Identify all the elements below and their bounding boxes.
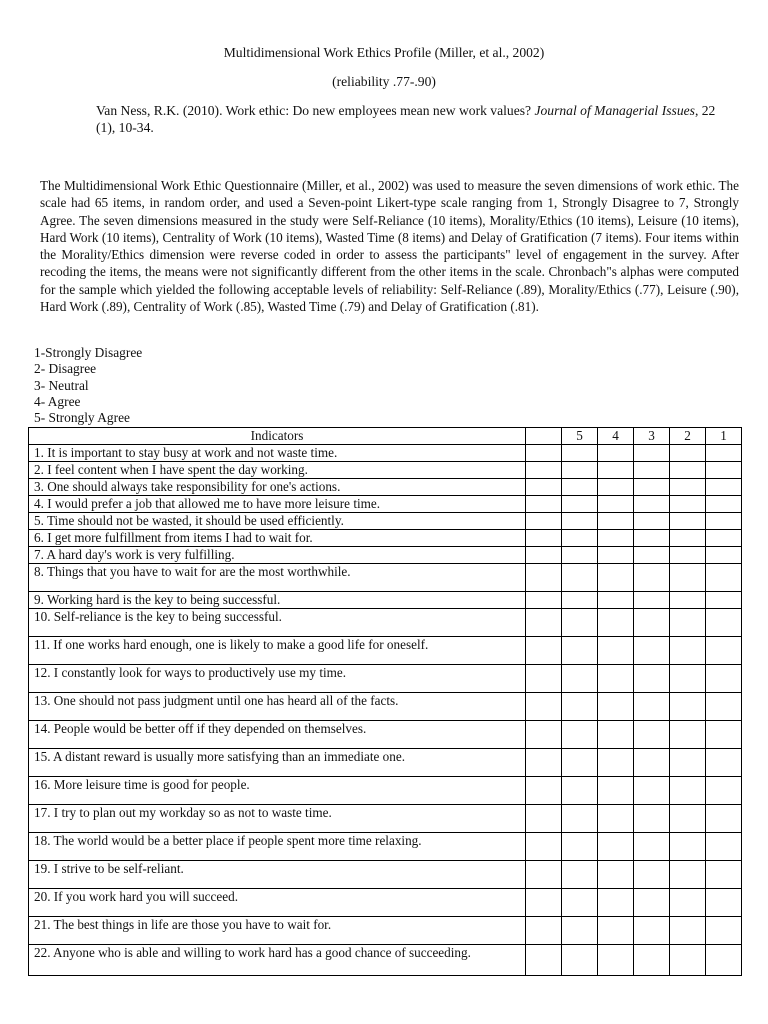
rating-cell-4[interactable] bbox=[598, 462, 634, 479]
table-row bbox=[29, 445, 742, 462]
table-row bbox=[29, 637, 742, 665]
scale-legend-item: 3- Neutral bbox=[34, 377, 89, 393]
table-row bbox=[29, 564, 742, 592]
rating-cell-2[interactable] bbox=[670, 592, 706, 609]
indicator-text: 2. I feel content when I have spent the day working. bbox=[29, 462, 526, 479]
rating-cell-3[interactable] bbox=[634, 749, 670, 777]
rating-cell-1[interactable] bbox=[706, 805, 742, 833]
rating-cell-5[interactable] bbox=[562, 462, 598, 479]
rating-cell-1[interactable] bbox=[706, 749, 742, 777]
rating-cell-4[interactable] bbox=[598, 479, 634, 496]
indicator-text: 5. Time should not be wasted, it should be used efficiently. bbox=[29, 513, 526, 530]
rating-cell-3[interactable] bbox=[634, 917, 670, 945]
table-row bbox=[29, 805, 742, 833]
header-rating-5: 5 bbox=[562, 428, 598, 445]
rating-cell-4[interactable] bbox=[598, 496, 634, 513]
rating-cell-5[interactable] bbox=[562, 609, 598, 637]
indicator-text: 14. People would be better off if they depended on themselves. bbox=[29, 721, 526, 749]
blank-cell bbox=[526, 513, 562, 530]
rating-cell-3[interactable] bbox=[634, 496, 670, 513]
rating-cell-1[interactable] bbox=[706, 530, 742, 547]
rating-cell-1[interactable] bbox=[706, 513, 742, 530]
rating-cell-3[interactable] bbox=[634, 833, 670, 861]
blank-cell bbox=[526, 945, 562, 976]
table-row bbox=[29, 749, 742, 777]
rating-cell-2[interactable] bbox=[670, 945, 706, 976]
rating-cell-1[interactable] bbox=[706, 917, 742, 945]
blank-cell bbox=[526, 805, 562, 833]
rating-cell-1[interactable] bbox=[706, 665, 742, 693]
rating-cell-2[interactable] bbox=[670, 462, 706, 479]
rating-cell-1[interactable] bbox=[706, 609, 742, 637]
table-row bbox=[29, 513, 742, 530]
rating-cell-3[interactable] bbox=[634, 637, 670, 665]
rating-cell-1[interactable] bbox=[706, 592, 742, 609]
rating-cell-4[interactable] bbox=[598, 861, 634, 889]
blank-cell bbox=[526, 564, 562, 592]
rating-cell-5[interactable] bbox=[562, 861, 598, 889]
rating-cell-5[interactable] bbox=[562, 513, 598, 530]
rating-cell-3[interactable] bbox=[634, 445, 670, 462]
rating-cell-5[interactable] bbox=[562, 749, 598, 777]
blank-cell bbox=[526, 665, 562, 693]
blank-cell bbox=[526, 530, 562, 547]
citation-text-before: Van Ness, R.K. (2010). Work ethic: Do new employees mean new work values? bbox=[96, 103, 535, 118]
indicator-text: 22. Anyone who is able and willing to work hard has a good chance of succeeding. bbox=[29, 945, 526, 976]
indicator-text: 17. I try to plan out my workday so as not to waste time. bbox=[29, 805, 526, 833]
blank-cell bbox=[526, 861, 562, 889]
rating-cell-4[interactable] bbox=[598, 721, 634, 749]
rating-cell-1[interactable] bbox=[706, 861, 742, 889]
rating-cell-5[interactable] bbox=[562, 564, 598, 592]
indicator-text: 8. Things that you have to wait for are the most worthwhile. bbox=[29, 564, 526, 592]
rating-cell-4[interactable] bbox=[598, 833, 634, 861]
blank-cell bbox=[526, 833, 562, 861]
rating-cell-5[interactable] bbox=[562, 445, 598, 462]
rating-cell-2[interactable] bbox=[670, 749, 706, 777]
blank-cell bbox=[526, 777, 562, 805]
rating-cell-3[interactable] bbox=[634, 693, 670, 721]
blank-cell bbox=[526, 637, 562, 665]
table-row bbox=[29, 833, 742, 861]
indicator-text: 18. The world would be a better place if people spent more time relaxing. bbox=[29, 833, 526, 861]
rating-cell-2[interactable] bbox=[670, 496, 706, 513]
blank-cell bbox=[526, 609, 562, 637]
rating-cell-4[interactable] bbox=[598, 513, 634, 530]
rating-cell-4[interactable] bbox=[598, 445, 634, 462]
scale-legend-item: 5- Strongly Agree bbox=[34, 410, 130, 426]
rating-cell-5[interactable] bbox=[562, 777, 598, 805]
table-row bbox=[29, 665, 742, 693]
rating-cell-2[interactable] bbox=[670, 665, 706, 693]
rating-cell-3[interactable] bbox=[634, 721, 670, 749]
table-row bbox=[29, 721, 742, 749]
description-paragraph: The Multidimensional Work Ethic Questionnaire (Miller, et al., 2002) was used to measure the seven dimensions of work ethic. The scale had 65 items, in random order, and used a Seven-point Likert-type scale ranging from 1, Strongly Disagree to 7, Strongly Agree. The seven dimensions measured in the study were Self-Reliance (10 items), Morality/Ethics (10 items), Leisure (10 items), Hard Work (10 items), Centrality of Work (10 items), Wasted Time (8 items) and Delay of Gratification (7 items). Four items within the Morality/Ethics dimension were reverse coded in order to assess the participants" level of engagement in the survey. After recoding the items, the means were not significantly different from the other items in the scale. Chronbach"s alphas were computed for the sample which yielded the following acceptable levels of reliability: Self-Reliance (.89), Morality/Ethics (.77), Leisure (.90), Hard Work (.89), Centrality of Work (.85), Wasted Time (.79) and Delay of Gratification (.81). bbox=[40, 178, 739, 315]
blank-cell bbox=[526, 547, 562, 564]
header-rating-3: 3 bbox=[634, 428, 670, 445]
rating-cell-2[interactable] bbox=[670, 479, 706, 496]
rating-cell-5[interactable] bbox=[562, 721, 598, 749]
rating-cell-2[interactable] bbox=[670, 805, 706, 833]
rating-cell-1[interactable] bbox=[706, 777, 742, 805]
header-rating-4: 4 bbox=[598, 428, 634, 445]
rating-cell-3[interactable] bbox=[634, 462, 670, 479]
rating-cell-2[interactable] bbox=[670, 513, 706, 530]
table-row bbox=[29, 917, 742, 945]
rating-cell-4[interactable] bbox=[598, 945, 634, 976]
rating-cell-5[interactable] bbox=[562, 945, 598, 976]
scale-legend-item: 1-Strongly Disagree bbox=[34, 345, 143, 360]
table-row bbox=[29, 889, 742, 917]
table-row bbox=[29, 609, 742, 637]
rating-cell-1[interactable] bbox=[706, 462, 742, 479]
rating-cell-1[interactable] bbox=[706, 637, 742, 665]
rating-cell-1[interactable] bbox=[706, 445, 742, 462]
table-row bbox=[29, 592, 742, 609]
scale-legend-item: 4- Agree bbox=[34, 393, 81, 409]
rating-cell-3[interactable] bbox=[634, 479, 670, 496]
rating-cell-1[interactable] bbox=[706, 693, 742, 721]
rating-cell-5[interactable] bbox=[562, 496, 598, 513]
rating-cell-4[interactable] bbox=[598, 889, 634, 917]
rating-cell-5[interactable] bbox=[562, 917, 598, 945]
indicator-text: 10. Self-reliance is the key to being successful. bbox=[29, 609, 526, 637]
rating-cell-1[interactable] bbox=[706, 721, 742, 749]
blank-cell bbox=[526, 479, 562, 496]
rating-cell-5[interactable] bbox=[562, 833, 598, 861]
scale-legend-item: 2- Disagree bbox=[34, 361, 97, 377]
rating-cell-2[interactable] bbox=[670, 445, 706, 462]
rating-cell-1[interactable] bbox=[706, 496, 742, 513]
survey-table bbox=[28, 427, 742, 976]
rating-cell-3[interactable] bbox=[634, 592, 670, 609]
blank-cell bbox=[526, 749, 562, 777]
indicator-text: 3. One should always take responsibility for one's actions. bbox=[29, 479, 526, 496]
indicator-text: 12. I constantly look for ways to productively use my time. bbox=[29, 665, 526, 693]
indicator-text: 9. Working hard is the key to being successful. bbox=[29, 592, 526, 609]
rating-cell-4[interactable] bbox=[598, 917, 634, 945]
rating-cell-4[interactable] bbox=[598, 637, 634, 665]
rating-cell-5[interactable] bbox=[562, 547, 598, 564]
scale-legend bbox=[34, 345, 142, 426]
table-row bbox=[29, 693, 742, 721]
rating-cell-5[interactable] bbox=[562, 479, 598, 496]
table-row bbox=[29, 496, 742, 513]
header-indicators: Indicators bbox=[29, 428, 526, 445]
rating-cell-4[interactable] bbox=[598, 805, 634, 833]
rating-cell-1[interactable] bbox=[706, 945, 742, 976]
table-header-row bbox=[29, 428, 742, 445]
citation-text-after: , 22 (1), 10-34. bbox=[96, 103, 716, 135]
blank-cell bbox=[526, 592, 562, 609]
rating-cell-5[interactable] bbox=[562, 805, 598, 833]
rating-cell-2[interactable] bbox=[670, 889, 706, 917]
indicator-text: 13. One should not pass judgment until one has heard all of the facts. bbox=[29, 693, 526, 721]
rating-cell-2[interactable] bbox=[670, 777, 706, 805]
header-rating-1: 1 bbox=[706, 428, 742, 445]
indicator-text: 7. A hard day's work is very fulfilling. bbox=[29, 547, 526, 564]
rating-cell-4[interactable] bbox=[598, 693, 634, 721]
rating-cell-4[interactable] bbox=[598, 777, 634, 805]
indicator-text: 6. I get more fulfillment from items I had to wait for. bbox=[29, 530, 526, 547]
table-row bbox=[29, 861, 742, 889]
rating-cell-2[interactable] bbox=[670, 833, 706, 861]
rating-cell-4[interactable] bbox=[598, 564, 634, 592]
blank-cell bbox=[526, 917, 562, 945]
rating-cell-3[interactable] bbox=[634, 609, 670, 637]
document-title: Multidimensional Work Ethics Profile (Miller, et al., 2002) bbox=[223, 45, 545, 60]
header-blank bbox=[526, 428, 562, 445]
rating-cell-4[interactable] bbox=[598, 609, 634, 637]
indicator-text: 1. It is important to stay busy at work and not waste time. bbox=[29, 445, 526, 462]
table-row bbox=[29, 530, 742, 547]
rating-cell-4[interactable] bbox=[598, 749, 634, 777]
rating-cell-5[interactable] bbox=[562, 530, 598, 547]
indicator-text: 16. More leisure time is good for people. bbox=[29, 777, 526, 805]
rating-cell-3[interactable] bbox=[634, 665, 670, 693]
rating-cell-2[interactable] bbox=[670, 861, 706, 889]
rating-cell-4[interactable] bbox=[598, 592, 634, 609]
rating-cell-5[interactable] bbox=[562, 637, 598, 665]
indicator-text: 15. A distant reward is usually more satisfying than an immediate one. bbox=[29, 749, 526, 777]
rating-cell-5[interactable] bbox=[562, 693, 598, 721]
rating-cell-2[interactable] bbox=[670, 637, 706, 665]
rating-cell-2[interactable] bbox=[670, 530, 706, 547]
rating-cell-2[interactable] bbox=[670, 564, 706, 592]
rating-cell-5[interactable] bbox=[562, 889, 598, 917]
rating-cell-1[interactable] bbox=[706, 833, 742, 861]
rating-cell-3[interactable] bbox=[634, 547, 670, 564]
rating-cell-2[interactable] bbox=[670, 547, 706, 564]
citation bbox=[96, 102, 736, 136]
indicator-text: 11. If one works hard enough, one is likely to make a good life for oneself. bbox=[29, 637, 526, 665]
indicator-text: 4. I would prefer a job that allowed me to have more leisure time. bbox=[29, 496, 526, 513]
table-row bbox=[29, 945, 742, 976]
rating-cell-1[interactable] bbox=[706, 479, 742, 496]
rating-cell-4[interactable] bbox=[598, 547, 634, 564]
rating-cell-4[interactable] bbox=[598, 665, 634, 693]
reliability-note: (reliability .77-.90) bbox=[332, 74, 436, 89]
blank-cell bbox=[526, 445, 562, 462]
rating-cell-3[interactable] bbox=[634, 805, 670, 833]
citation-journal: Journal of Managerial Issues bbox=[534, 103, 695, 118]
rating-cell-3[interactable] bbox=[634, 861, 670, 889]
rating-cell-1[interactable] bbox=[706, 889, 742, 917]
blank-cell bbox=[526, 889, 562, 917]
rating-cell-3[interactable] bbox=[634, 530, 670, 547]
blank-cell bbox=[526, 496, 562, 513]
rating-cell-3[interactable] bbox=[634, 777, 670, 805]
blank-cell bbox=[526, 462, 562, 479]
rating-cell-2[interactable] bbox=[670, 693, 706, 721]
indicator-text: 19. I strive to be self-reliant. bbox=[29, 861, 526, 889]
indicator-text: 21. The best things in life are those you have to wait for. bbox=[29, 917, 526, 945]
rating-cell-1[interactable] bbox=[706, 564, 742, 592]
rating-cell-2[interactable] bbox=[670, 609, 706, 637]
rating-cell-2[interactable] bbox=[670, 721, 706, 749]
rating-cell-3[interactable] bbox=[634, 945, 670, 976]
table-row bbox=[29, 462, 742, 479]
table-row bbox=[29, 547, 742, 564]
rating-cell-3[interactable] bbox=[634, 513, 670, 530]
header-rating-2: 2 bbox=[670, 428, 706, 445]
rating-cell-5[interactable] bbox=[562, 592, 598, 609]
blank-cell bbox=[526, 721, 562, 749]
table-row bbox=[29, 479, 742, 496]
rating-cell-5[interactable] bbox=[562, 665, 598, 693]
blank-cell bbox=[526, 693, 562, 721]
rating-cell-3[interactable] bbox=[634, 889, 670, 917]
indicator-text: 20. If you work hard you will succeed. bbox=[29, 889, 526, 917]
table-row bbox=[29, 777, 742, 805]
rating-cell-2[interactable] bbox=[670, 917, 706, 945]
rating-cell-3[interactable] bbox=[634, 564, 670, 592]
rating-cell-4[interactable] bbox=[598, 530, 634, 547]
rating-cell-1[interactable] bbox=[706, 547, 742, 564]
